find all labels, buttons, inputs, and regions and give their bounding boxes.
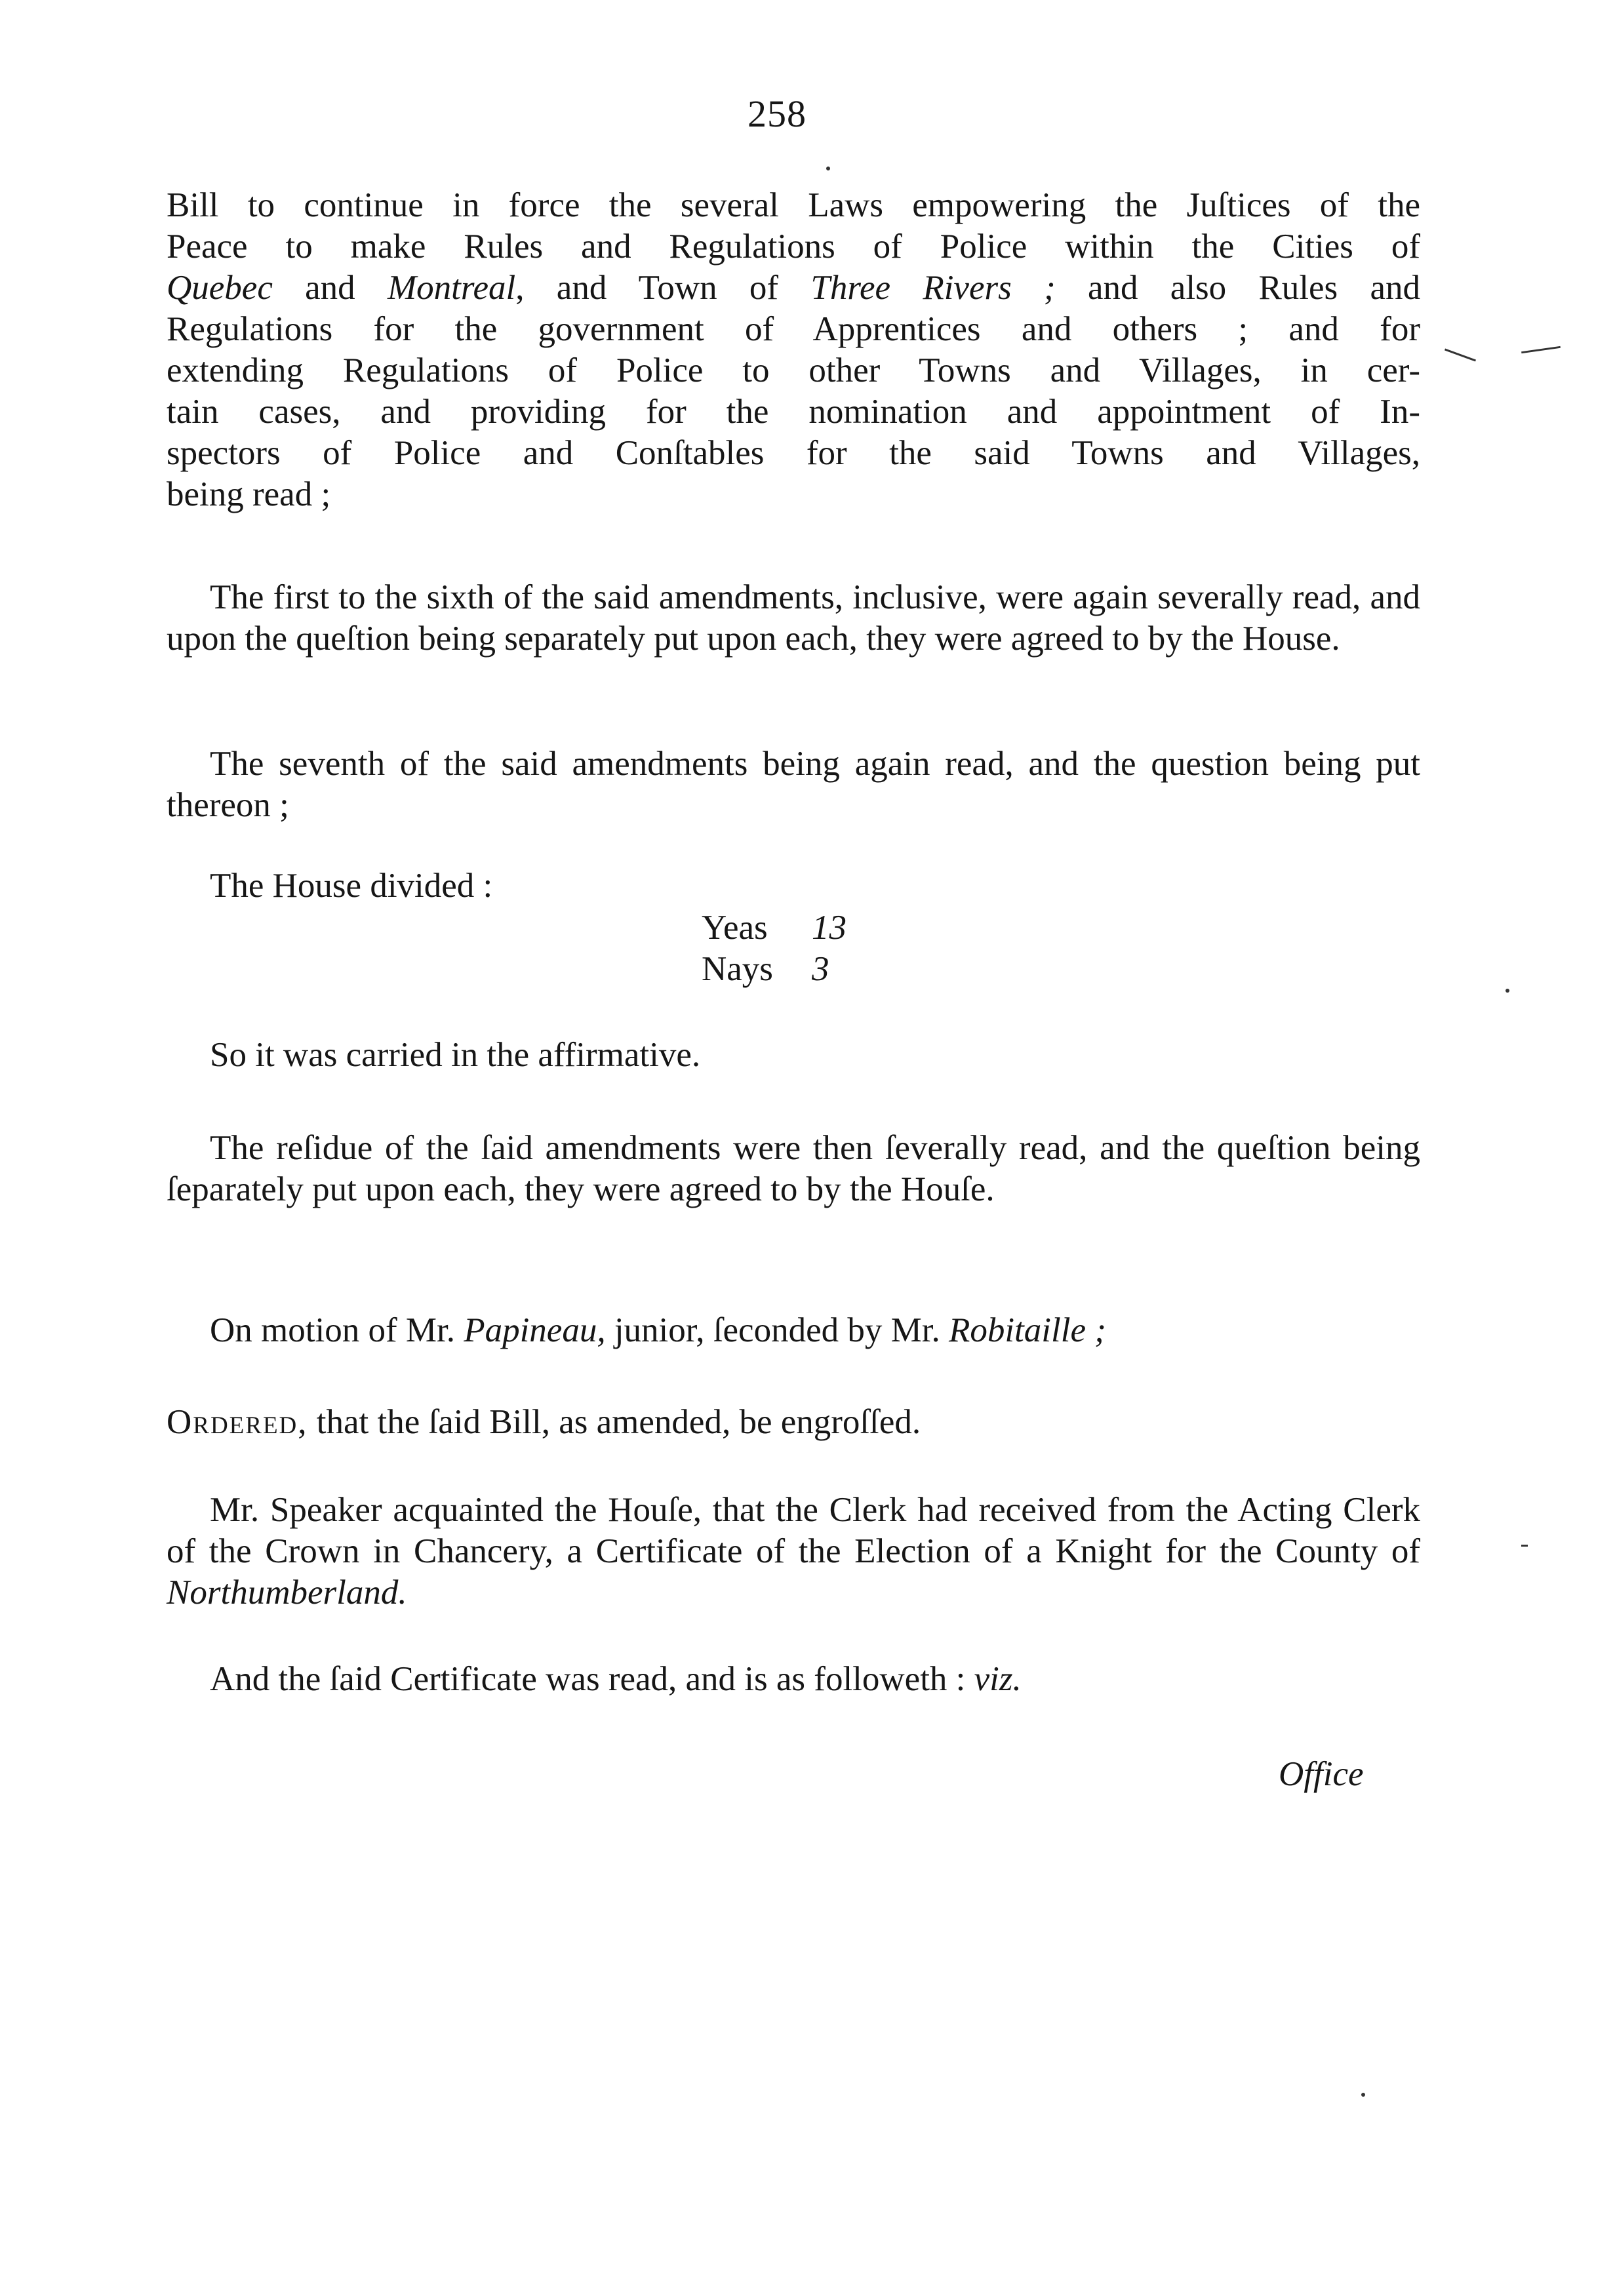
paragraph-seventh-amendment: The seventh of the said amendments being again read, and the question being put thereon ;: [167, 745, 1420, 824]
seconder-name: Robitaille ;: [948, 1311, 1106, 1349]
yeas-count: 13: [812, 909, 847, 947]
nays-label: Nays: [702, 950, 773, 988]
paragraph-ordered: [167, 1402, 1420, 1443]
paragraph-line-places: [167, 267, 1420, 309]
connector-text: and: [272, 269, 388, 307]
margin-scratch: [1445, 349, 1476, 362]
place-quebec: Quebec: [167, 269, 273, 307]
paragraph-house-divided: The House divided :: [210, 867, 493, 905]
paragraph-line: Peace to make Rules and Regulations of Police within the Cities of: [167, 228, 1420, 266]
print-speck: [1521, 1545, 1528, 1547]
nays-row: [702, 949, 847, 990]
county-name: Northumberland.: [167, 1574, 407, 1612]
page-number: 258: [748, 92, 807, 135]
paragraph-amendments-agreed: The first to the sixth of the said amendments, inclusive, were again severally read, and upon the queſtion being separately put upon each, they were agreed to by the House.: [167, 578, 1420, 658]
division-tally: [702, 907, 847, 990]
certificate-text: Mr. Speaker acquainted the Houſe, that the Clerk had received from the Acting Clerk of the Crown in Chancery, a Certificate of the Election of a Knight for the County of: [167, 1491, 1420, 1570]
margin-scratch: [1521, 346, 1561, 353]
connector-text: and also Rules and: [1055, 269, 1421, 307]
mover-name: Papineau,: [464, 1311, 606, 1349]
paragraph-line: Bill to continue in force the several Laws empowering the Juſtices of the: [167, 186, 1420, 224]
print-speck: [1361, 2093, 1365, 2097]
print-speck: [826, 167, 830, 170]
motion-text: On motion of Mr.: [210, 1311, 464, 1349]
paragraph-certificate-received: [167, 1490, 1420, 1613]
certificate-read-text: And the ſaid Certificate was read, and is as followeth :: [210, 1660, 974, 1698]
yeas-row: [702, 907, 847, 949]
paragraph-line: Regulations for the government of Apprentices and others ; and for: [167, 310, 1420, 348]
place-montreal: Montreal: [387, 269, 516, 307]
paragraph-motion: [167, 1310, 1420, 1351]
paragraph-line: being read ;: [167, 475, 331, 513]
print-speck: [1505, 989, 1509, 993]
place-three-rivers: Three Rivers ;: [810, 269, 1056, 307]
ordered-text: that the ſaid Bill, as amended, be engroſſed.: [308, 1403, 921, 1441]
catchword: Office: [1279, 1755, 1364, 1793]
ordered-lead: Ordered,: [167, 1403, 308, 1441]
paragraph-certificate-read: [167, 1659, 1420, 1700]
paragraph-line: spectors of Police and Conſtables for the said Towns and Villages,: [167, 434, 1420, 472]
paragraph-bill-title: [167, 185, 1420, 515]
connector-text: , and Town of: [515, 269, 811, 307]
viz-abbrev: viz.: [974, 1660, 1022, 1698]
nays-count: 3: [812, 950, 829, 988]
paragraph-line: tain cases, and providing for the nomination and appointment of In-: [167, 393, 1420, 431]
yeas-label: Yeas: [702, 909, 768, 947]
paragraph-residue-amendments: The reſidue of the ſaid amendments were then ſeverally read, and the queſtion being ſeparately put upon each, they were agreed to by the Houſe.: [167, 1129, 1420, 1208]
paragraph-line: extending Regulations of Police to other Towns and Villages, in cer-: [167, 351, 1420, 389]
motion-text: junior, ſeconded by Mr.: [605, 1311, 949, 1349]
paragraph-carried: So it was carried in the affirmative.: [210, 1036, 701, 1074]
